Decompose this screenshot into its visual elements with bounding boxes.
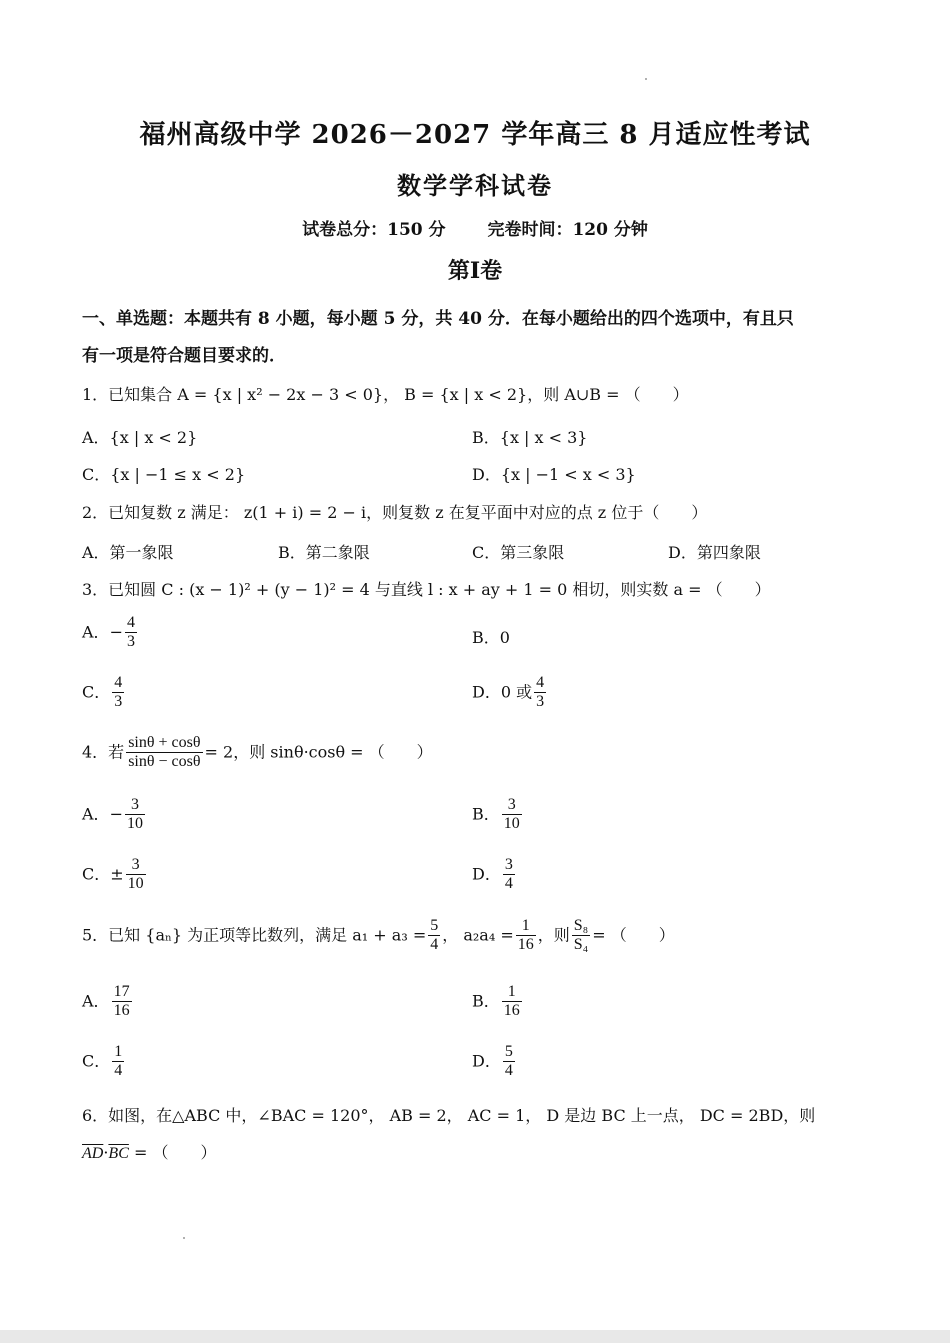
fraction [112, 1043, 124, 1081]
fraction [428, 917, 440, 955]
question-1-option-b: B．{x | x < 3} [472, 428, 588, 447]
question-1-stem: 1．已知集合 A = {x | x² − 2x − 3 < 0}， B = {x | x < 2}，则 A∪B = （ ） [82, 385, 689, 404]
denominator: 3 [536, 693, 545, 711]
question-5-option-c [82, 1043, 126, 1081]
question-1-option-a: A．{x | x < 2} [82, 428, 198, 447]
page-bottom-edge [0, 1330, 950, 1343]
fraction [503, 856, 515, 894]
question-3-option-b: B．0 [472, 628, 510, 647]
numerator: 1 [112, 1043, 124, 1062]
time-limit: 完卷时间：120 分钟 [487, 220, 648, 240]
numerator: S₈ [572, 917, 590, 936]
stem-suffix: = （ ） [128, 1143, 217, 1162]
denominator: 10 [126, 815, 143, 833]
question-3-option-d [472, 674, 548, 712]
section-instructions-line2: 有一项是符合题目要求的． [82, 346, 286, 366]
sign: ± [110, 864, 124, 884]
fraction [516, 917, 536, 955]
fraction [125, 614, 137, 652]
sign: − [109, 804, 123, 824]
numerator: sinθ + cosθ [126, 734, 202, 753]
option-letter: D． [472, 1051, 501, 1071]
exam-title: 福州高级中学 2026－2027 学年高三 8 月适应性考试 [139, 120, 811, 150]
numerator: 4 [534, 674, 546, 693]
numerator: 5 [503, 1043, 515, 1062]
numerator: 4 [112, 674, 124, 693]
stem-suffix: = （ ） [592, 925, 675, 945]
fraction [126, 856, 146, 894]
question-2-option-b: B．第二象限 [278, 543, 370, 562]
denominator: 3 [114, 693, 123, 711]
question-6-stem-line1: 6．如图，在△ABC 中，∠BAC = 120°， AB = 2， AC = 1， D 是边 BC 上一点， DC = 2BD，则 [82, 1106, 816, 1125]
numerator: 1 [516, 917, 536, 936]
option-letter: B． [472, 991, 500, 1011]
section-instructions-line1: 一、单选题：本题共有 8 小题，每小题 5 分，共 40 分．在每小题给出的四个选项中，有且只 [82, 309, 794, 329]
dot-operator: · [103, 1143, 109, 1162]
question-5-option-a [82, 983, 134, 1021]
denominator: sinθ − cosθ [128, 753, 201, 771]
scan-speck [645, 78, 647, 80]
question-4-stem [82, 734, 433, 772]
fraction [502, 983, 522, 1021]
vector-bc: $\overline{BC}$ [108, 1145, 129, 1162]
option-letter: A． [82, 622, 110, 642]
denominator: 16 [113, 1002, 130, 1020]
scan-speck [183, 1237, 185, 1239]
numerator: 3 [126, 856, 146, 875]
denominator: 4 [430, 936, 439, 954]
fraction [112, 674, 124, 712]
option-letter: C． [82, 682, 111, 702]
total-score: 试卷总分：150 分 [302, 220, 446, 240]
denominator: 4 [504, 875, 513, 893]
denominator: 4 [114, 1062, 123, 1080]
fraction [534, 674, 546, 712]
question-1-option-c: C．{x | −1 ≤ x < 2} [82, 465, 246, 484]
fraction [502, 796, 522, 834]
question-3-option-a [82, 614, 139, 652]
stem-middle: ， a₂a₄ = [442, 925, 514, 945]
option-letter: D．0 或 [472, 682, 533, 702]
denominator: 16 [503, 1002, 520, 1020]
denominator: 10 [503, 815, 520, 833]
question-2-option-a: A．第一象限 [82, 543, 174, 562]
question-2-option-c: C．第三象限 [472, 543, 565, 562]
question-1-option-d: D．{x | −1 < x < 3} [472, 465, 636, 484]
fraction [503, 1043, 515, 1081]
option-letter: C． [82, 1051, 111, 1071]
question-4-option-b [472, 796, 524, 834]
fraction [126, 734, 202, 772]
question-5-stem [82, 917, 675, 955]
numerator: 4 [125, 614, 137, 633]
stem-prefix: 5．已知 {aₙ} 为正项等比数列，满足 a₁ + a₃ = [82, 925, 427, 945]
option-letter: A． [82, 804, 110, 824]
question-3-option-c [82, 674, 126, 712]
stem-middle-2: ，则 [537, 925, 570, 945]
question-2-stem: 2．已知复数 z 满足： z(1 + i) = 2 − i，则复数 z 在复平面中对应的点 z 位于（ ） [82, 503, 708, 522]
option-letter: C． [82, 864, 111, 884]
vector-ad: $\overline{AD}$ [82, 1145, 104, 1162]
question-3-stem: 3．已知圆 C : (x − 1)² + (y − 1)² = 4 与直线 l : x + ay + 1 = 0 相切，则实数 a = （ ） [82, 580, 771, 599]
denominator: 16 [517, 936, 534, 954]
option-letter: B． [472, 804, 500, 824]
question-2-option-d: D．第四象限 [668, 543, 761, 562]
sign: − [109, 622, 123, 642]
numerator: 3 [502, 796, 522, 815]
question-5-option-b [472, 983, 524, 1021]
question-6-stem-line2 [82, 1140, 216, 1163]
numerator: 17 [112, 983, 132, 1002]
numerator: 3 [125, 796, 145, 815]
numerator: 1 [502, 983, 522, 1002]
question-5-option-d [472, 1043, 517, 1081]
question-4-option-a [82, 796, 147, 834]
option-letter: D． [472, 864, 501, 884]
question-4-option-d [472, 856, 517, 894]
fraction [125, 796, 145, 834]
volume-heading: 第I卷 [447, 258, 503, 284]
denominator: 10 [127, 875, 144, 893]
exam-meta [0, 215, 950, 240]
fraction [572, 917, 590, 955]
fraction [112, 983, 132, 1021]
question-4-option-c [82, 856, 148, 894]
stem-suffix: = 2，则 sinθ·cosθ = （ ） [204, 742, 433, 762]
denominator: S₄ [573, 936, 589, 954]
stem-prefix: 4．若 [82, 742, 125, 762]
denominator: 4 [504, 1062, 513, 1080]
numerator: 5 [428, 917, 440, 936]
option-letter: A． [82, 991, 110, 1011]
numerator: 3 [503, 856, 515, 875]
denominator: 3 [126, 633, 135, 651]
exam-subtitle: 数学学科试卷 [397, 171, 553, 200]
